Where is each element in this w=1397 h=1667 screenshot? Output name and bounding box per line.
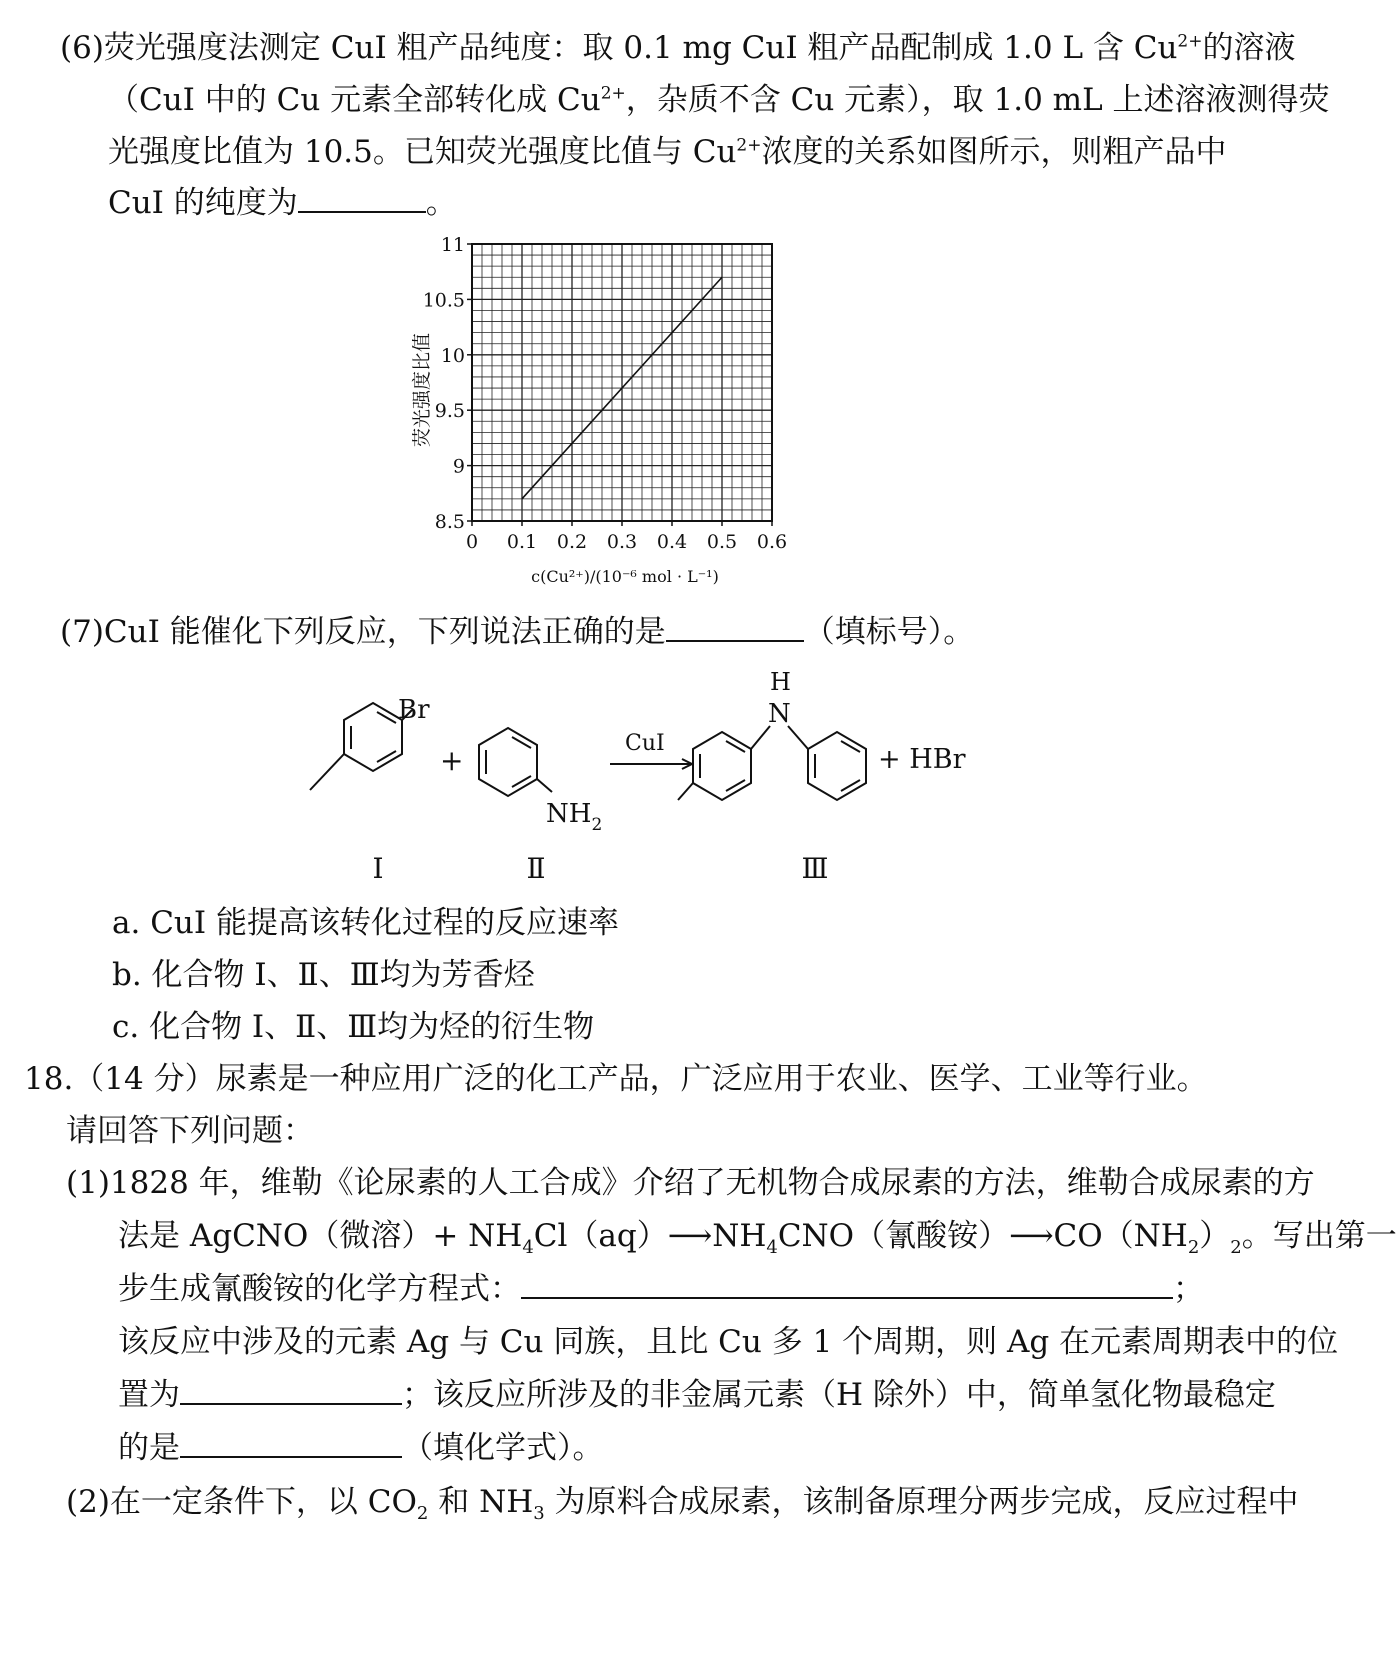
q7-stem <box>60 612 974 652</box>
y-axis-label: 荧光强度比值 <box>411 332 433 448</box>
hbr-label: + HBr <box>878 744 966 775</box>
amino-group-label: $NH_2$ <box>546 799 603 835</box>
x-tick-label: 0.3 <box>606 531 638 553</box>
y-tick-label: 9.5 <box>434 400 465 423</box>
bromine-label: Br <box>398 695 430 725</box>
q6-text: 。 <box>425 185 457 221</box>
x-tick-label: 0.5 <box>706 531 738 553</box>
compound-3-label: Ⅲ <box>801 852 829 885</box>
hydrogen-label: H <box>770 668 791 696</box>
option-b: b. 化合物 Ⅰ、Ⅱ、Ⅲ均为芳香烃 <box>112 957 535 993</box>
answer-blank[interactable] <box>521 1269 1173 1299</box>
catalyst-label: CuI <box>625 731 665 756</box>
q18-part2-line1: (2)在一定条件下，以 $CO_2$ 和 $NH_3$ 为原料合成尿素，该制备原理分两步完成，反应过程中 <box>66 1484 1299 1525</box>
superscript: 2+ <box>736 135 762 156</box>
plus-sign: + <box>440 744 464 777</box>
q6-text: 的溶液 <box>1202 30 1296 66</box>
y-tick-label: 8.5 <box>434 511 465 533</box>
q6-text: (6)荧光强度法测定 CuI 粗产品纯度：取 0.1 mg CuI 粗产品配制成 1.0 L 含 Cu <box>60 30 1178 66</box>
q18-heading: 18.（14 分）尿素是一种应用广泛的化工产品，广泛应用于农业、医学、工业等行业。 <box>24 1061 1208 1097</box>
x-axis-label: c(Cu²⁺)/(10⁻⁶ mol · L⁻¹) <box>531 567 719 586</box>
y-tick-label: 10.5 <box>422 289 465 312</box>
q18-prompt: 请回答下列问题： <box>66 1113 314 1149</box>
q6-line-4 <box>108 183 457 223</box>
q18-part1-line3: 步生成氰酸铵的化学方程式： ； <box>118 1271 1204 1307</box>
answer-blank[interactable] <box>298 183 426 213</box>
x-tick-labels <box>466 521 787 553</box>
option-c: c. 化合物 Ⅰ、Ⅱ、Ⅲ均为烃的衍生物 <box>112 1009 595 1045</box>
q6-line-1 <box>60 28 1295 68</box>
superscript: 2+ <box>1177 31 1203 52</box>
q18-part1-line4: 该反应中涉及的元素 Ag 与 Cu 同族，且比 Cu 多 1 个周期，则 Ag 在元素周期表中的位 <box>118 1324 1339 1360</box>
fluorescence-chart <box>400 230 840 630</box>
x-tick-label: 0.1 <box>506 531 538 553</box>
reaction-scheme <box>290 660 1010 900</box>
q18-part1-line1: (1)1828 年，维勒《论尿素的人工合成》介绍了无机物合成尿素的方法，维勒合成尿素的方 <box>66 1165 1315 1201</box>
q6-line-2 <box>108 80 1330 120</box>
q6-text: 光强度比值为 10.5。已知荧光强度比值与 Cu <box>108 134 737 170</box>
superscript: 2+ <box>600 83 626 104</box>
answer-blank[interactable] <box>666 612 804 642</box>
x-tick-label: 0.6 <box>756 531 788 553</box>
q6-text: 浓度的关系如图所示，则粗产品中 <box>761 134 1227 170</box>
x-tick-label: 0 <box>465 531 479 553</box>
answer-blank[interactable] <box>180 1375 402 1405</box>
y-tick-label: 10 <box>440 344 465 367</box>
reaction-arrow <box>610 759 692 769</box>
q18-part1-line2: 法是 AgCNO（微溶）+ $NH_4Cl(aq)⟶NH_4CNO$（氰酸铵）$⟶CO(NH_2)_2$。写出第一 <box>118 1218 1397 1259</box>
q6-text: ，杂质不含 Cu 元素），取 1.0 mL 上述溶液测得荧 <box>625 82 1330 118</box>
y-tick-label: 9 <box>452 455 465 478</box>
q18-part1-line6: 的是 （填化学式）。 <box>118 1430 604 1466</box>
option-a: a. CuI 能提高该转化过程的反应速率 <box>112 905 619 941</box>
q6-line-3 <box>108 132 1226 172</box>
q6-text: （CuI 中的 Cu 元素全部转化成 Cu <box>108 82 601 118</box>
q18-part1-line5: 置为 ；该反应所涉及的非金属元素（H 除外）中，简单氢化物最稳定 <box>118 1377 1276 1413</box>
q7-text: (7)CuI 能催化下列反应，下列说法正确的是 <box>60 614 666 650</box>
y-tick-label: 11 <box>440 234 465 256</box>
x-tick-label: 0.2 <box>556 531 588 553</box>
compound-2-structure <box>479 728 552 796</box>
compound-2-label: Ⅱ <box>526 852 546 885</box>
nitrogen-label: N <box>768 699 791 729</box>
compound-1-structure <box>310 703 412 790</box>
compound-3-structure <box>678 726 866 800</box>
x-tick-label: 0.4 <box>656 531 688 553</box>
compound-1-label: Ⅰ <box>372 852 384 885</box>
answer-blank[interactable] <box>180 1428 402 1458</box>
q7-text: （填标号）。 <box>803 614 975 650</box>
chart-grid <box>472 244 772 521</box>
q6-text: CuI 的纯度为 <box>108 185 298 221</box>
